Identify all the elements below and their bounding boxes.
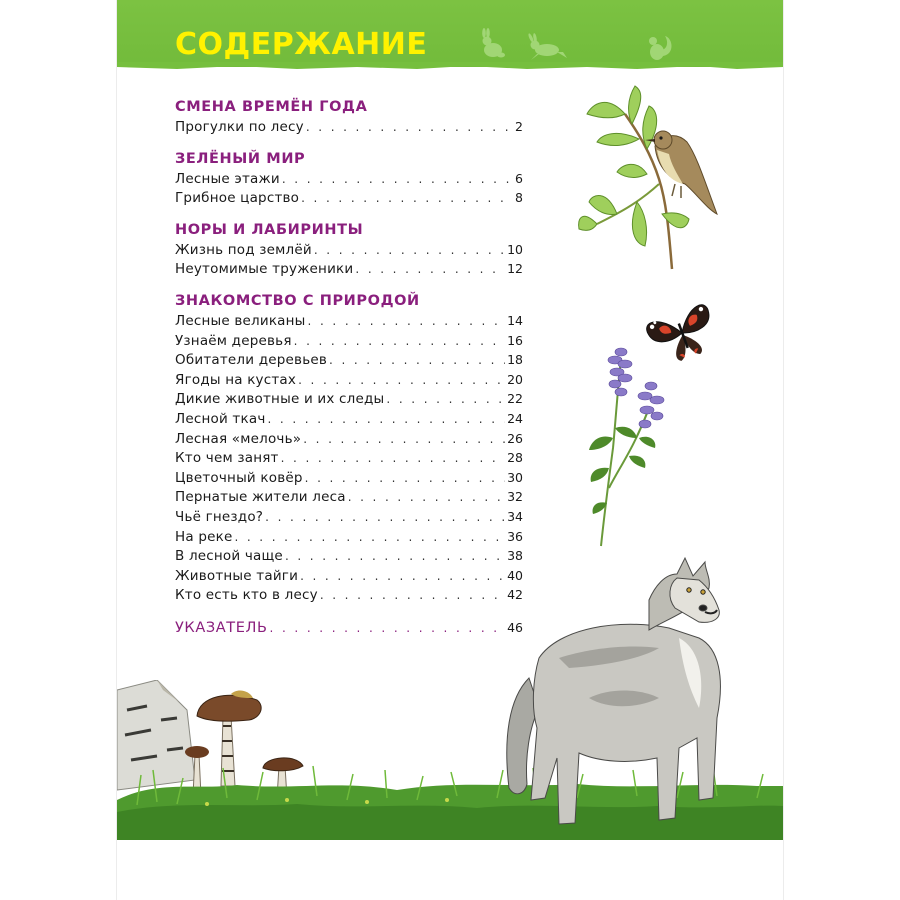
dot-leader [303,430,505,450]
dot-leader [265,508,505,528]
entry-label: На реке [175,528,233,545]
entry-label: Неутомимые труженики [175,261,354,278]
toc-entry[interactable] [175,448,523,468]
page-number: 12 [507,261,523,277]
page-number: 38 [507,548,523,564]
page-number: 28 [507,450,523,466]
table-of-contents [175,98,523,638]
page-number: 26 [507,430,523,446]
toc-entry[interactable] [175,311,523,331]
page-number: 40 [507,567,523,583]
page-number: 30 [507,469,523,485]
toc-section [175,150,523,208]
dot-leader [348,488,505,508]
toc-entry[interactable] [175,546,523,566]
page-number: 20 [507,371,523,387]
page-number: 36 [507,528,523,544]
page-number: 10 [507,241,523,257]
toc-entry[interactable] [175,259,523,279]
dot-leader [305,469,505,489]
toc-entry[interactable] [175,468,523,488]
entry-label: Лесная «мелочь» [175,430,302,447]
dot-leader [300,567,505,587]
bird-on-branch-icon [577,84,727,274]
toc-section [175,221,523,279]
page-number: 22 [507,391,523,407]
toc-entry[interactable] [175,429,523,449]
dot-leader [281,449,505,469]
book-page [117,0,783,900]
toc-entry[interactable] [175,350,523,370]
dot-leader [306,118,509,138]
section-heading: ЗНАКОМСТВО С ПРИРОДОЙ [175,292,420,309]
page-number: 24 [507,410,523,426]
page-number: 6 [515,170,523,186]
dot-leader [282,170,509,190]
toc-section [175,98,523,137]
entry-label: Цветочный ковёр [175,469,303,486]
dot-leader [268,410,506,430]
dot-leader [298,371,505,391]
entry-label: Лесные великаны [175,312,306,329]
entry-label: Прогулки по лесу [175,119,304,135]
entry-label: Кто чем занят [175,450,279,467]
dot-leader [386,390,505,410]
entry-label: Обитатели деревьев [175,352,328,369]
toc-entry[interactable] [175,527,523,547]
entry-label: В лесной чаще [175,548,283,565]
toc-entry[interactable] [175,117,523,137]
dot-leader [234,528,505,548]
toc-entry[interactable] [175,409,523,429]
wolf-icon [499,548,759,838]
header-decor [467,28,697,64]
toc-entry[interactable] [175,487,523,507]
toc-entry[interactable] [175,169,523,189]
dot-leader [320,586,505,606]
dot-leader [285,547,505,567]
dot-leader [270,618,506,638]
toc-entry[interactable] [175,585,523,605]
page-number: 34 [507,508,523,524]
page-number: 42 [507,587,523,603]
entry-label: Дикие животные и их следы [175,391,385,408]
dot-leader [329,351,505,371]
entry-label: Узнаём деревья [175,332,292,349]
page-number: 32 [507,489,523,505]
entry-label: Кто есть кто в лесу [175,587,318,604]
dot-leader [355,260,505,280]
entry-label: Жизнь под землёй [175,241,312,258]
header-banner [117,0,783,67]
entry-label: Чьё гнездо? [175,508,264,525]
index-label: УКАЗАТЕЛЬ [175,619,268,636]
entry-label: Пернатые жители леса [175,489,346,506]
toc-entry[interactable] [175,331,523,351]
toc-entry[interactable] [175,188,523,208]
page-number: 18 [507,352,523,368]
page-title: СОДЕРЖАНИЕ [175,27,428,62]
page-number: 8 [515,190,523,206]
page-number: 16 [507,332,523,348]
dot-leader [301,189,509,209]
toc-entry[interactable] [175,566,523,586]
toc-index-entry[interactable] [175,618,523,638]
header-torn-edge [117,62,783,72]
toc-entry[interactable] [175,507,523,527]
dot-leader [294,332,505,352]
entry-label: Грибное царство [175,190,300,207]
page-number: 14 [507,312,523,328]
toc-entry[interactable] [175,240,523,260]
entry-label: Лесные этажи [175,170,280,187]
toc-section [175,292,523,605]
rabbit-silhouette-icon [482,28,505,58]
toc-entry[interactable] [175,389,523,409]
toc-entry[interactable] [175,370,523,390]
page-number: 2 [515,119,523,134]
section-heading: СМЕНА ВРЕМЁН ГОДА [175,99,368,115]
purple-flower-icon [579,338,689,548]
entry-label: Животные тайги [175,567,299,584]
entry-label: Ягоды на кустах [175,371,297,388]
section-heading: НОРЫ И ЛАБИРИНТЫ [175,221,364,238]
section-heading: ЗЕЛЁНЫЙ МИР [175,150,306,167]
dot-leader [314,241,505,261]
sitting-squirrel-icon [649,36,672,60]
dot-leader [308,312,506,332]
page-number: 46 [507,619,523,635]
running-rabbit-icon [527,33,567,60]
entry-label: Лесной ткач [175,410,266,427]
